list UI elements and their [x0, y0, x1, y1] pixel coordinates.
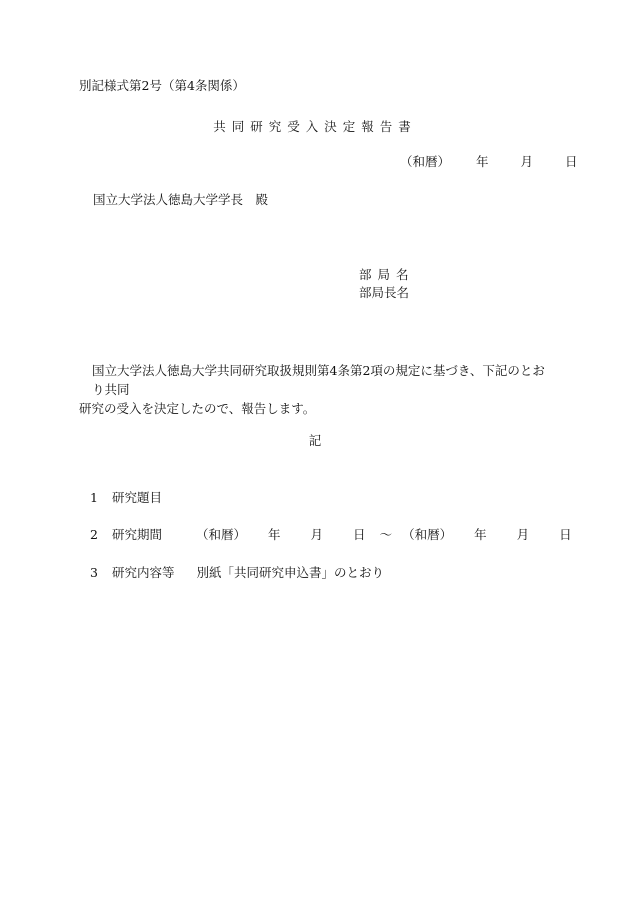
- department-block: [359, 266, 415, 302]
- period-month-end: 月: [516, 527, 530, 542]
- item-research-title: [90, 490, 162, 506]
- ki-heading: 記: [308, 433, 322, 448]
- date-line: [400, 154, 578, 170]
- item-label: 研究題目: [111, 490, 162, 505]
- item-value: 別紙「共同研究申込書」のとおり: [196, 565, 385, 580]
- item-research-period: [90, 527, 572, 543]
- department-name-label: 部局名: [359, 267, 415, 282]
- period-year-start: 年: [268, 527, 281, 542]
- period-era-end: （和暦）: [402, 527, 453, 542]
- date-month: 月: [520, 154, 534, 169]
- period-day-end: 日: [559, 527, 572, 542]
- period-month-start: 月: [310, 527, 324, 542]
- period-era-start: （和暦）: [196, 527, 247, 542]
- date-year: 年: [476, 154, 489, 169]
- document-title: 共同研究受入決定報告書: [213, 119, 417, 134]
- body-line-1: 国立大学法人徳島大学共同研究取扱規則第4条第2項の規定に基づき、下記のとおり共同: [92, 363, 545, 397]
- item-label: 研究期間: [111, 527, 162, 542]
- period-tilde: ～: [379, 527, 393, 542]
- item-research-content: [90, 565, 384, 581]
- form-id: 別記様式第2号（第4条関係）: [79, 78, 245, 93]
- period-day-start: 日: [353, 527, 366, 542]
- item-number: 2: [90, 527, 98, 542]
- period-year-end: 年: [474, 527, 487, 542]
- addressee: 国立大学法人徳島大学学長 殿: [93, 192, 269, 207]
- body-text: [79, 361, 557, 418]
- date-era: （和暦）: [400, 154, 451, 169]
- item-number: 3: [90, 565, 98, 580]
- date-day: 日: [565, 154, 578, 169]
- department-head-label: 部局長名: [359, 285, 410, 300]
- item-number: 1: [90, 490, 98, 505]
- body-line-2: 研究の受入を決定したので、報告します。: [79, 401, 316, 416]
- item-label: 研究内容等: [111, 565, 175, 580]
